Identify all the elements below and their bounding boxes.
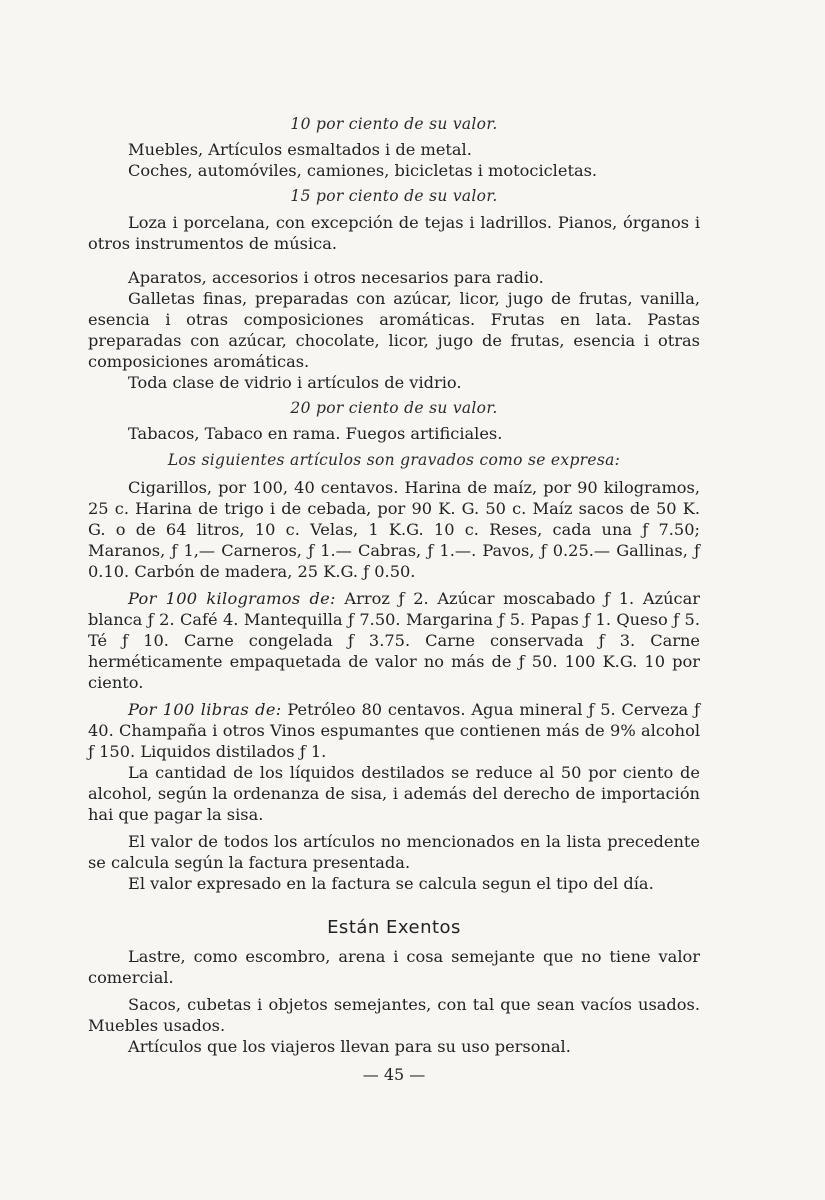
- exempt-para-1: Lastre, como escombro, arena i cosa semejante que no tiene valor comercial.: [88, 947, 700, 987]
- per-100kg-lead: Por 100 kilogramos de:: [128, 589, 336, 608]
- rate-15-heading: 15 por ciento de su valor.: [290, 187, 498, 205]
- rate-10-line-1: Muebles, Artículos esmaltados i de metal.: [128, 140, 472, 159]
- rate-15-list: [88, 212, 700, 393]
- exempt-title: Están Exentos: [327, 917, 461, 938]
- rate-20-list: [88, 423, 700, 444]
- per-100kg-text: Arroz ƒ 2. Azúcar moscabado ƒ 1. Azúcar blanca ƒ 2. Café 4. Mantequilla ƒ 7.50. Margarina ƒ 5. Papas ƒ 1. Queso ƒ 5. Té ƒ 10. Carne congelada ƒ 3.75. Carne conservada ƒ 3. Carne herméticamente empaquetada de valor no más de ƒ 50. 100 K.G. 10 por ciento.: [88, 589, 700, 692]
- rate-10-heading: 10 por ciento de su valor.: [290, 115, 498, 133]
- rate-15-para-2: Aparatos, accesorios i otros necesarios para radio.: [128, 268, 544, 287]
- invoice-paragraph: El valor expresado en la factura se calcula segun el tipo del día.: [128, 874, 654, 893]
- exempt-block: [88, 946, 700, 1057]
- per-100lb-text: Petróleo 80 centavos. Agua mineral ƒ 5. Cerveza ƒ 40. Champaña i otros Vinos espumantes que contienen más de 9% alcohol ƒ 150. Liquidos distilados ƒ 1.: [88, 700, 700, 761]
- rate-10-list: [88, 139, 700, 181]
- exempt-para-3: Artículos que los viajeros llevan para su uso personal.: [128, 1037, 571, 1056]
- specific-paragraph-1: Cigarillos, por 100, 40 centavos. Harina de maíz, por 90 kilogramos, 25 c. Harina de trigo i de cebada, por 90 K. G. 50 c. Maíz sacos de 50 K. G. o de 64 litros, 10 c. Velas, 1 K.G. 10 c. Reses, cada una ƒ 7.50; Maranos, ƒ 1,— Carneros, ƒ 1.— Cabras, ƒ 1.—. Pavos, ƒ 0.25.— Gallinas, ƒ 0.10. Carbón de madera, 25 K.G. ƒ 0.50.: [88, 478, 700, 581]
- rate-20-heading: 20 por ciento de su valor.: [290, 399, 498, 417]
- page-number: — 45 —: [362, 1065, 426, 1084]
- per-100kg-paragraph: [88, 588, 700, 693]
- per-100lb-paragraph: [88, 699, 700, 762]
- per-100lb-lead: Por 100 libras de:: [128, 700, 282, 719]
- specific-block: [88, 477, 700, 894]
- others-paragraph: El valor de todos los artículos no mencionados en la lista precedente se calcula según la factura presentada.: [88, 832, 700, 872]
- liquids-paragraph: La cantidad de los líquidos destilados se reduce al 50 por ciento de alcohol, según la ordenanza de sisa, i además del derecho de importación hai que pagar la sisa.: [88, 763, 700, 824]
- exempt-para-2: Sacos, cubetas i objetos semejantes, con tal que sean vacíos usados. Muebles usados.: [88, 995, 700, 1035]
- rate-10-line-2: Coches, automóviles, camiones, bicicletas i motocicletas.: [128, 161, 598, 180]
- rate-15-para-1: Loza i porcelana, con excepción de tejas i ladrillos. Pianos, órganos i otros instrumentos de música.: [88, 213, 700, 253]
- rate-15-para-3: Galletas finas, preparadas con azúcar, licor, jugo de frutas, vanilla, esencia i otras composiciones aromáticas. Frutas en lata. Pastas preparadas con azúcar, chocolate, licor, jugo de frutas, esencia i otras composiciones aromáticas.: [88, 289, 700, 371]
- specific-heading: Los siguientes artículos son gravados como se expresa:: [167, 451, 621, 469]
- rate-20-line: Tabacos, Tabaco en rama. Fuegos artificiales.: [128, 424, 503, 443]
- rate-15-para-4: Toda clase de vidrio i artículos de vidrio.: [128, 373, 462, 392]
